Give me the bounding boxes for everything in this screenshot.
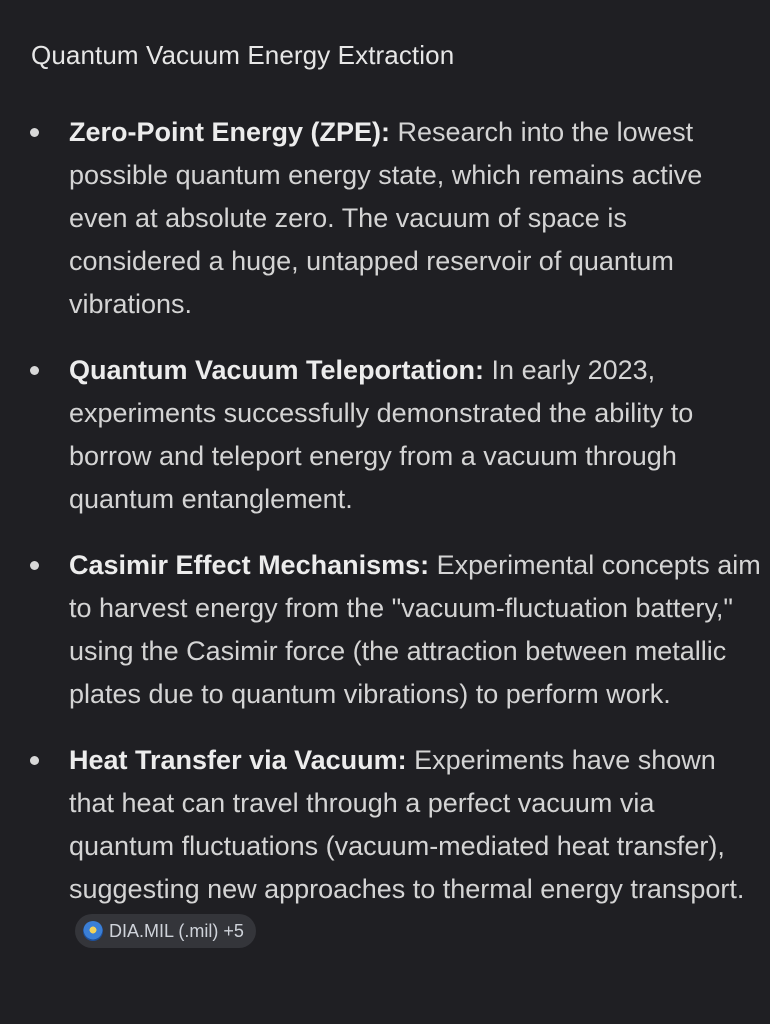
item-term: Quantum Vacuum Teleportation: (69, 355, 485, 385)
item-text: Experimental concepts aim to harvest energy from the "vacuum-fluctuation battery," using the Casimir force (the attraction between metallic plates due to quantum vibrations) to perform work. (69, 550, 761, 709)
list-item-zero-point-energy (0, 111, 770, 326)
item-text: Experiments have shown that heat can travel through a perfect vacuum via quantum fluctuations (vacuum-mediated heat transfer), suggesting new approaches to thermal energy transport. (69, 745, 745, 904)
item-term: Casimir Effect Mechanisms: (69, 550, 430, 580)
list-item-quantum-vacuum-teleportation (0, 349, 770, 521)
source-chip-button[interactable] (75, 914, 256, 948)
item-text: In early 2023, experiments successfully demonstrated the ability to borrow and teleport energy from a vacuum through quantum entanglement. (69, 355, 694, 514)
item-term: Heat Transfer via Vacuum: (69, 745, 407, 775)
bullet-dot-icon (30, 756, 39, 765)
bullet-list (0, 111, 770, 977)
bullet-dot-icon (30, 561, 39, 570)
bullet-dot-icon (30, 366, 39, 375)
bullet-dot-icon (30, 128, 39, 137)
item-term: Zero-Point Energy (ZPE): (69, 117, 391, 147)
source-chip-label: DIA.MIL (.mil) +5 (109, 920, 244, 941)
section-heading: Quantum Vacuum Energy Extraction (31, 40, 455, 70)
list-item-heat-transfer (0, 739, 770, 954)
globe-seal-icon (83, 921, 103, 941)
item-text: Research into the lowest possible quantum energy state, which remains active even at absolute zero. The vacuum of space is considered a huge, untapped reservoir of quantum vibrations. (69, 117, 703, 319)
list-item-casimir-effect (0, 544, 770, 716)
